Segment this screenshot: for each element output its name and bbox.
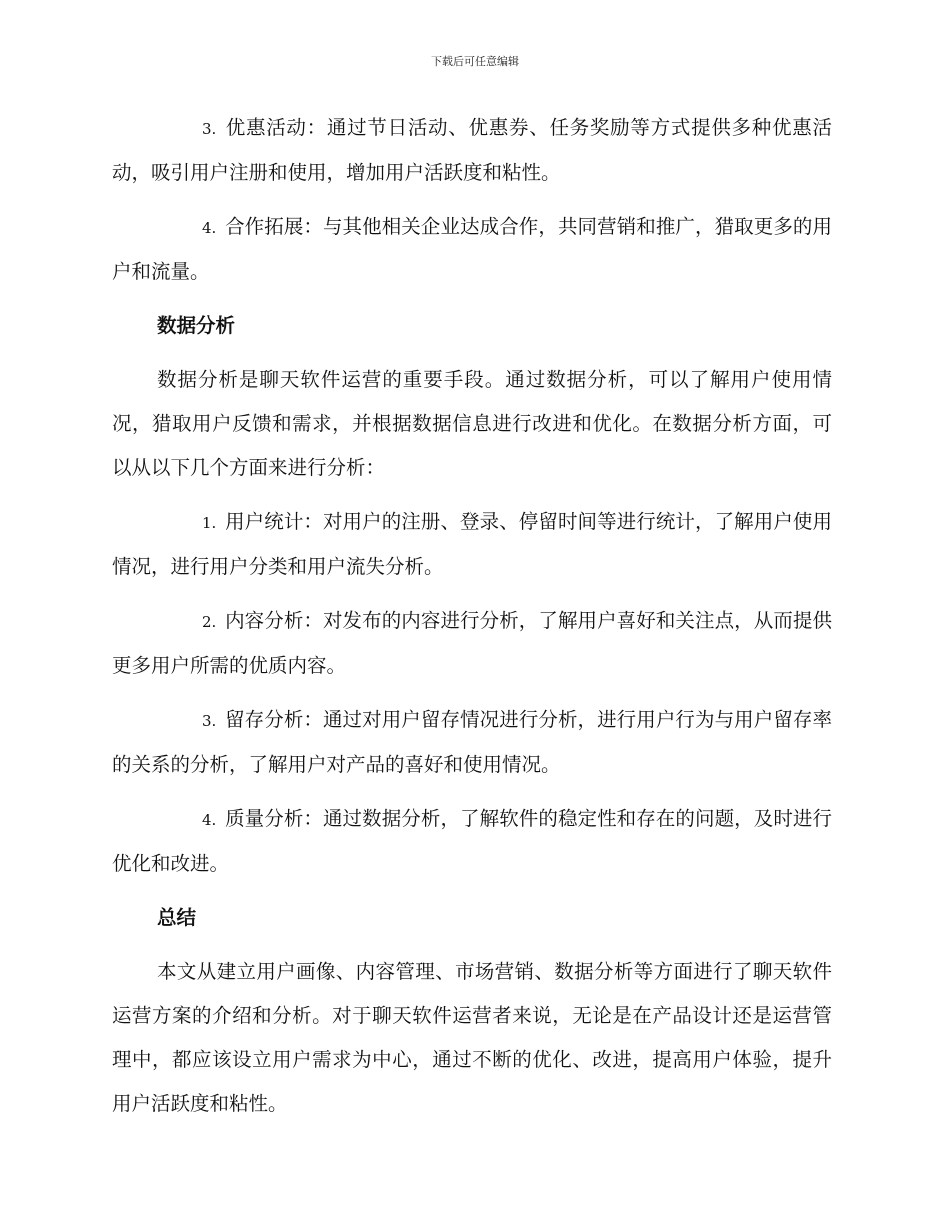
list-item	[112, 599, 832, 688]
list-item	[112, 205, 832, 294]
list-number: 1.	[202, 514, 217, 532]
list-number: 3.	[202, 120, 217, 138]
list-text: 合作拓展：与其他相关企业达成合作，共同营销和推广，猎取更多的用户和流量。	[112, 215, 832, 283]
list-number: 4.	[202, 811, 217, 829]
list-item	[112, 797, 832, 886]
section-heading-data-analysis: 数据分析	[157, 314, 236, 337]
section-heading-summary: 总结	[157, 906, 197, 929]
list-text: 用户统计：对用户的注册、登录、停留时间等进行统计，了解用户使用情况，进行用户分类和用户流失分析。	[112, 510, 832, 578]
document-body	[112, 106, 832, 1136]
summary-paragraph: 本文从建立用户画像、内容管理、市场营销、数据分析等方面进行了聊天软件运营方案的介绍和分析。对于聊天软件运营者来说，无论是在产品设计还是运营管理中，都应该设立用户需求为中心，通过不断的优化、改进，提高用户体验，提升用户活跃度和粘性。	[112, 960, 832, 1115]
list-item	[112, 500, 832, 589]
list-text: 优惠活动：通过节日活动、优惠券、任务奖励等方式提供多种优惠活动，吸引用户注册和使用，增加用户活跃度和粘性。	[112, 116, 832, 184]
list-item	[112, 698, 832, 787]
list-item	[112, 106, 832, 195]
list-number: 2.	[202, 613, 217, 631]
list-number: 4.	[202, 219, 217, 237]
list-text: 内容分析：对发布的内容进行分析，了解用户喜好和关注点，从而提供更多用户所需的优质内容。	[112, 609, 832, 677]
section-intro-paragraph: 数据分析是聊天软件运营的重要手段。通过数据分析，可以了解用户使用情况，猎取用户反馈和需求，并根据数据信息进行改进和优化。在数据分析方面，可以从以下几个方面来进行分析：	[112, 368, 832, 479]
list-number: 3.	[202, 712, 217, 730]
page-header: 下载后可任意编辑	[431, 55, 519, 68]
list-text: 留存分析：通过对用户留存情况进行分析，进行用户行为与用户留存率的关系的分析，了解用户对产品的喜好和使用情况。	[112, 708, 832, 776]
list-text: 质量分析：通过数据分析，了解软件的稳定性和存在的问题，及时进行优化和改进。	[112, 807, 832, 875]
